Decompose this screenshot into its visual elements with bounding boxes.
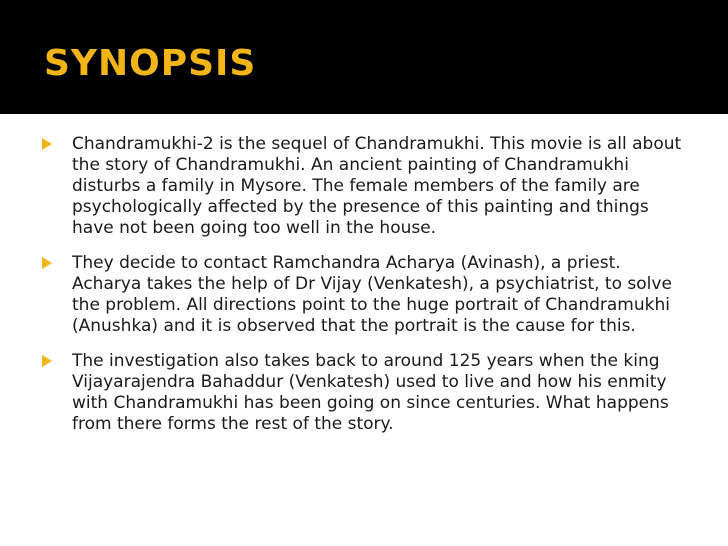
triangle-bullet-icon — [42, 257, 52, 269]
triangle-bullet-icon — [42, 138, 52, 150]
slide-content — [0, 114, 728, 546]
slide-title: SYNOPSIS — [44, 43, 257, 84]
bullet-list — [42, 134, 688, 449]
title-bar — [0, 0, 728, 112]
bullet-text: The investigation also takes back to around 125 years when the king Vijayarajendra Bahaddur (Venkatesh) used to live and how his enmity with Chandramukhi has been going on since centuries. What happens from there forms the rest of the story. — [72, 351, 669, 434]
bullet-item — [42, 351, 688, 435]
triangle-bullet-icon — [42, 355, 52, 367]
bullet-item — [42, 134, 688, 239]
bullet-item — [42, 253, 688, 337]
bullet-text: They decide to contact Ramchandra Acharya (Avinash), a priest. Acharya takes the help of Dr Vijay (Venkatesh), a psychiatrist, to solve the problem. All directions point to the huge portrait of Chandramukhi (Anushka) and it is observed that the portrait is the cause for this. — [72, 253, 672, 336]
bullet-text: Chandramukhi-2 is the sequel of Chandramukhi. This movie is all about the story of Chandramukhi. An ancient painting of Chandramukhi disturbs a family in Mysore. The female members of the family are psychologically affected by the presence of this painting and things have not been going too well in the house. — [72, 134, 682, 238]
